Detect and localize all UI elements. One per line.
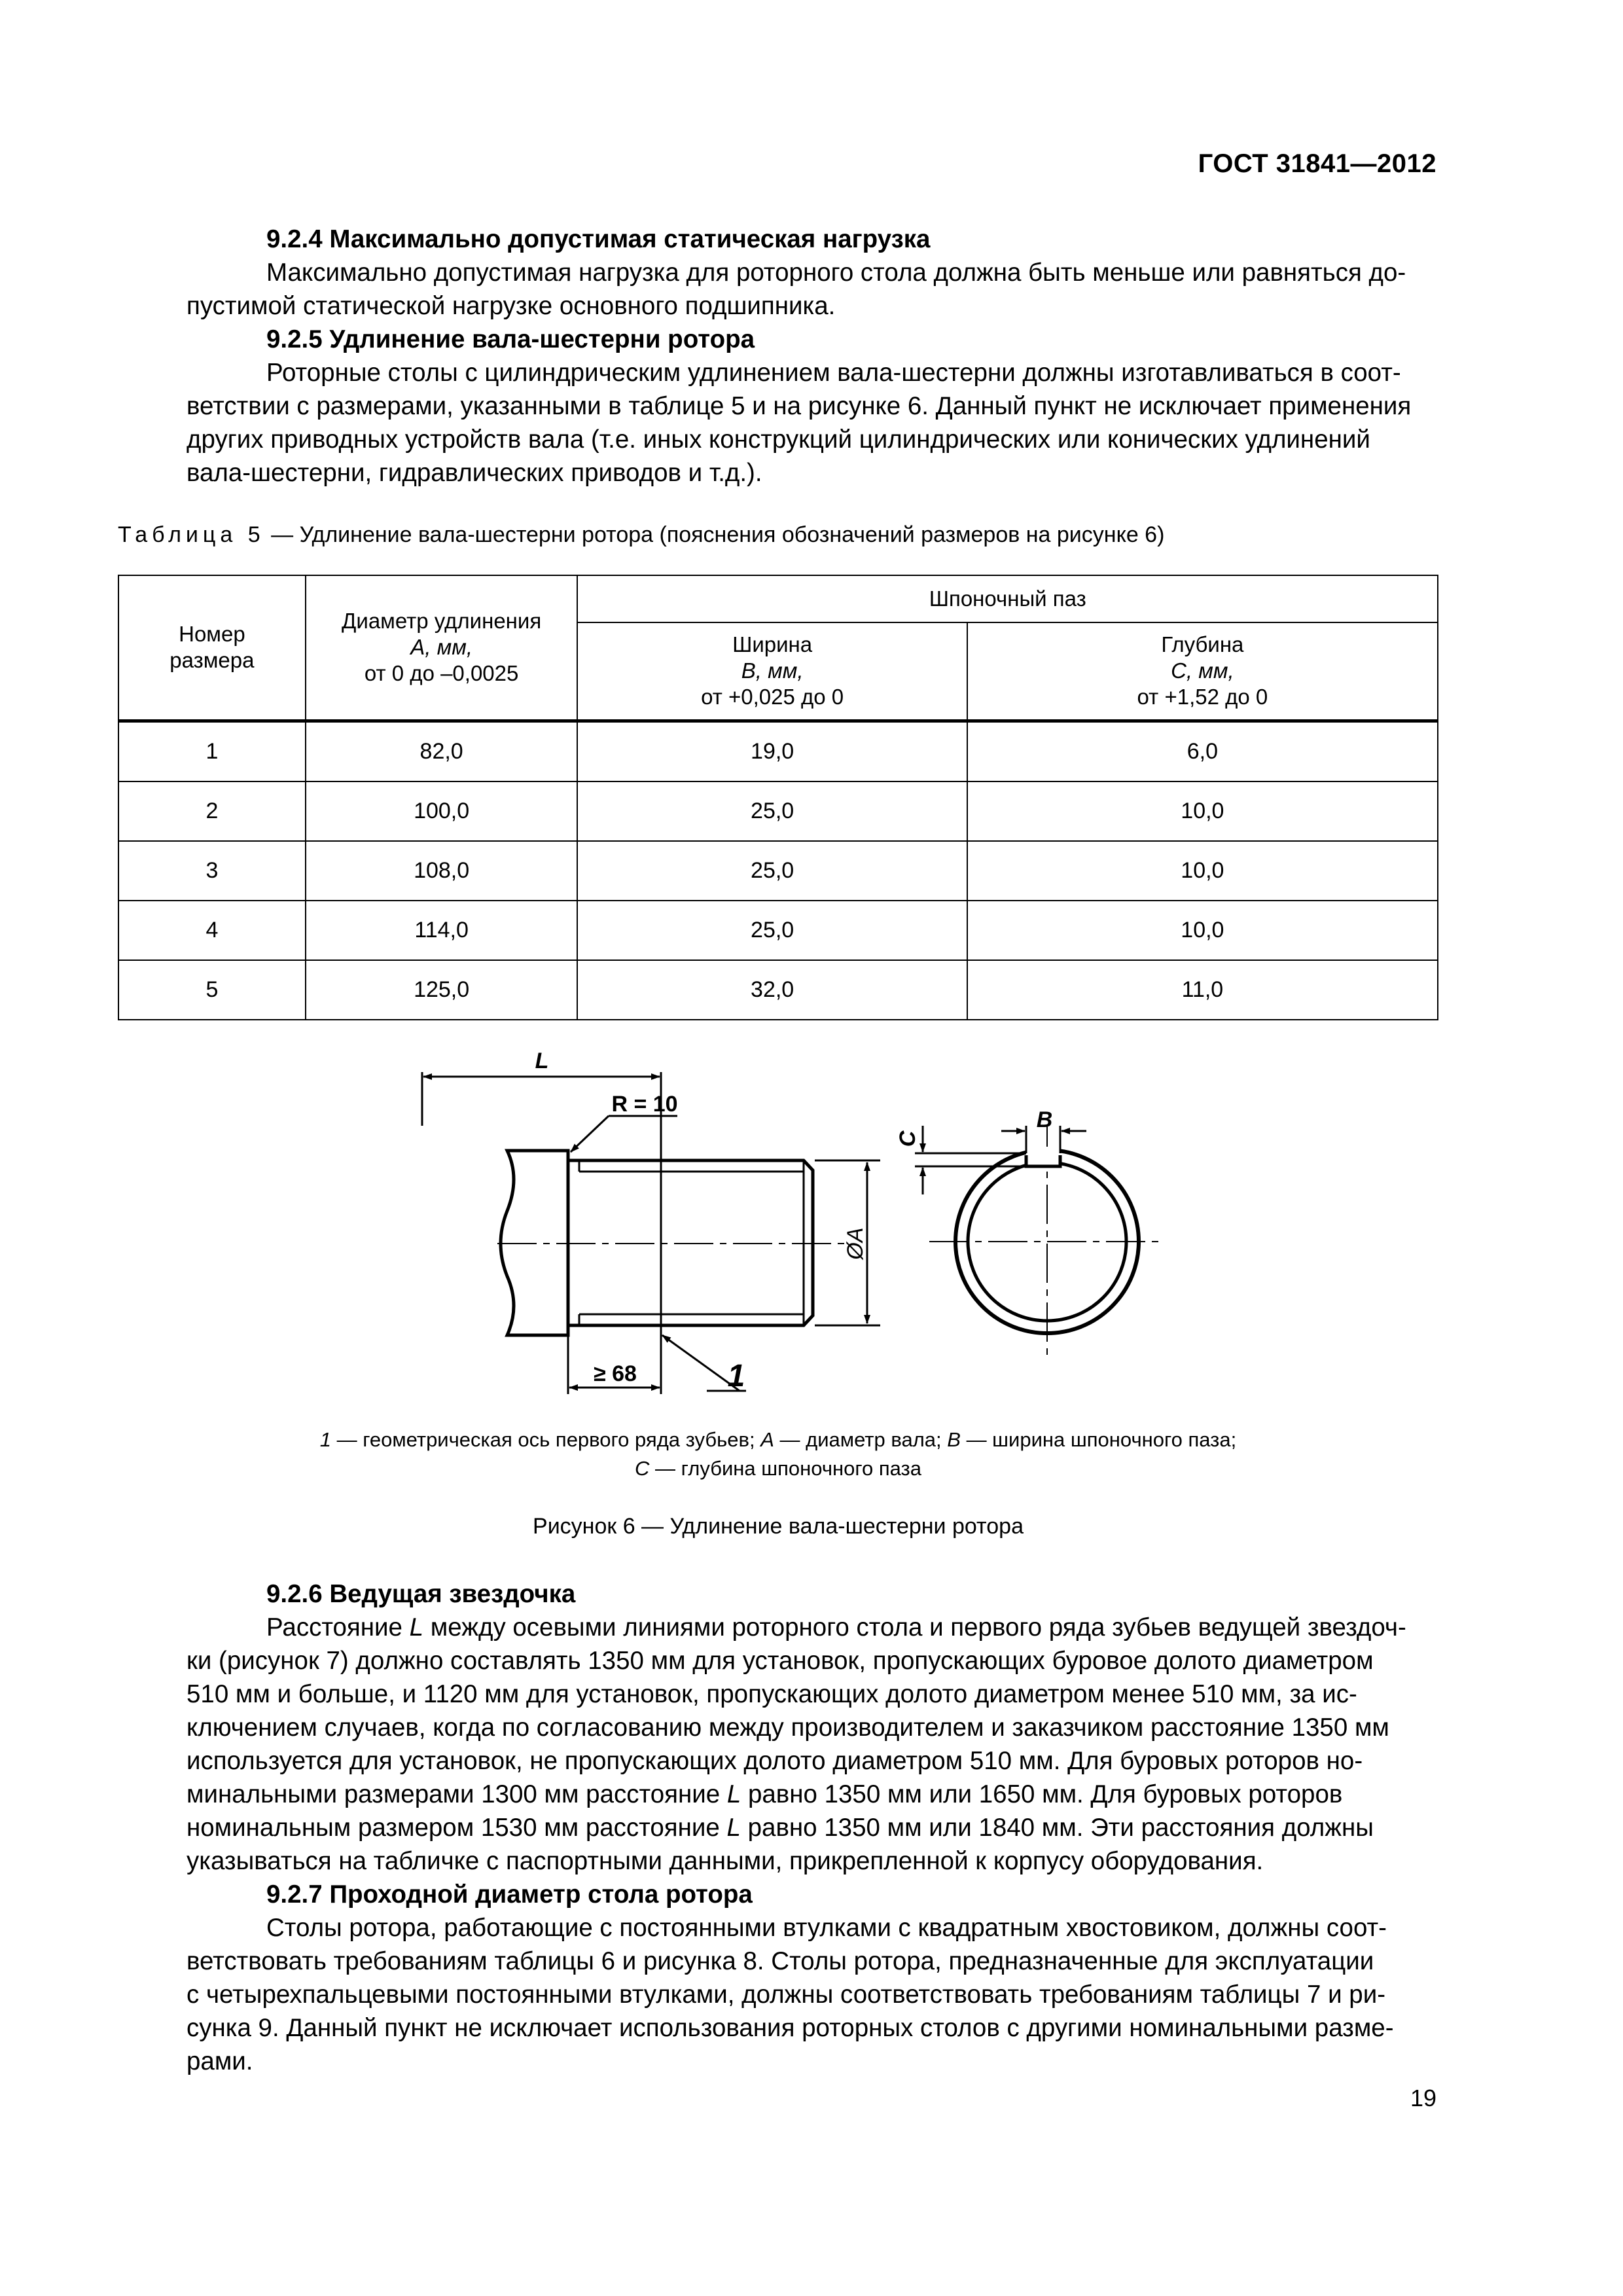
heading-9-2-7: 9.2.7 Проходной диаметр стола ротора: [266, 1880, 753, 1909]
label-diameter-A: ØA: [843, 1227, 868, 1260]
label-B: B: [1036, 1107, 1053, 1132]
label-min-68: ≥ 68: [594, 1361, 637, 1386]
figure-caption: Рисунок 6 — Удлинение вала-шестерни ротора: [533, 1514, 1024, 1539]
header-size-number: Номер размера: [118, 575, 306, 721]
document-code: ГОСТ 31841—2012: [1198, 149, 1436, 178]
label-L: L: [535, 1049, 549, 1073]
para-9-2-7: Столы ротора, работающие с постоянными втулками с квадратным хвостовиком, должны соот- ветствовать требованиям таблицы 6 и рисунка 8. Столы ротора, предназначенные для эксплуатации с четырехпальцевыми постоянными втулками, должны соответствовать требованиям таблицы 7 и ри- сунка 9. Данный пункт не исключает использования роторных столов с другими номинальными разме- рами.: [187, 1914, 1394, 2075]
table-5: [118, 575, 1438, 1020]
heading-9-2-5: 9.2.5 Удлинение вала-шестерни ротора: [266, 325, 755, 353]
label-1: 1: [727, 1359, 745, 1393]
heading-9-2-6: 9.2.6 Ведущая звездочка: [266, 1580, 576, 1608]
table-row: 2 100,0 25,0 10,0: [118, 781, 1438, 841]
table-caption: Таблица 5 — Удлинение вала-шестерни ротора (пояснения обозначений размеров на рисунке 6): [118, 522, 1165, 547]
para-9-2-6: Расстояние L между осевыми линиями роторного стола и первого ряда зубьев ведущей звездоч- ки (рисунок 7) должно составлять 1350 мм для установок, пропускающих буровое долото диаметром 510 мм и больше, и 1120 мм для установок, пропускающих долото диаметром менее 510 мм, за ис- ключением случаев, когда по согласованию между производителем и заказчиком расстояние 1350 мм используется для установок, не пропускающих долото диаметром 510 мм. Для буровых роторов но- минальными размерами 1300 мм расстояние L равно 1350 мм или 1650 мм. Для буровых роторов номинальным размером 1530 мм расстояние L равно 1350 мм или 1840 мм. Эти расстояния должны указываться на табличке с паспортными данными, прикрепленной к корпусу оборудования.: [187, 1613, 1406, 1875]
label-R: R = 10: [611, 1092, 678, 1117]
header-depth: Глубина С, мм, от +1,52 до 0: [967, 622, 1438, 721]
para-9-2-5: Роторные столы с цилиндрическим удлинением вала-шестерни должны изготавливаться в соот- ветствии с размерами, указанными в таблице 5 и на рисунке 6. Данный пункт не исключает применения других приводных устройств вала (т.е. иных конструкций цилиндрических или конических удлинений вала-шестерни, гидравлических приводов и т.д.).: [187, 359, 1412, 487]
text-block-top: [187, 223, 1436, 490]
table-row: 4 114,0 25,0 10,0: [118, 901, 1438, 960]
text-block-bottom: [187, 1577, 1436, 2078]
heading-9-2-4: 9.2.4 Максимально допустимая статическая нагрузка: [266, 225, 931, 253]
page-number: 19: [1410, 2085, 1436, 2111]
label-C: C: [895, 1130, 920, 1147]
header-width: Ширина В, мм, от +0,025 до 0: [577, 622, 967, 721]
header-keyway: Шпоночный паз: [577, 575, 1438, 622]
table-row: 3 108,0 25,0 10,0: [118, 841, 1438, 901]
para-9-2-4: Максимально допустимая нагрузка для роторного стола должна быть меньше или равняться до- пустимой статической нагрузке основного подшипника.: [187, 259, 1406, 320]
figure-legend: 1 — геометрическая ось первого ряда зубьев; А — диаметр вала; В — ширина шпоночного паза; С — глубина шпоночного паза: [319, 1428, 1237, 1480]
table-row: 5 125,0 32,0 11,0: [118, 960, 1438, 1020]
figure-6-drawing: [393, 1034, 1178, 1407]
table-row: 1 82,0 19,0 6,0: [118, 721, 1438, 781]
header-diameter: Диаметр удлинения А, мм, от 0 до –0,0025: [306, 575, 578, 721]
